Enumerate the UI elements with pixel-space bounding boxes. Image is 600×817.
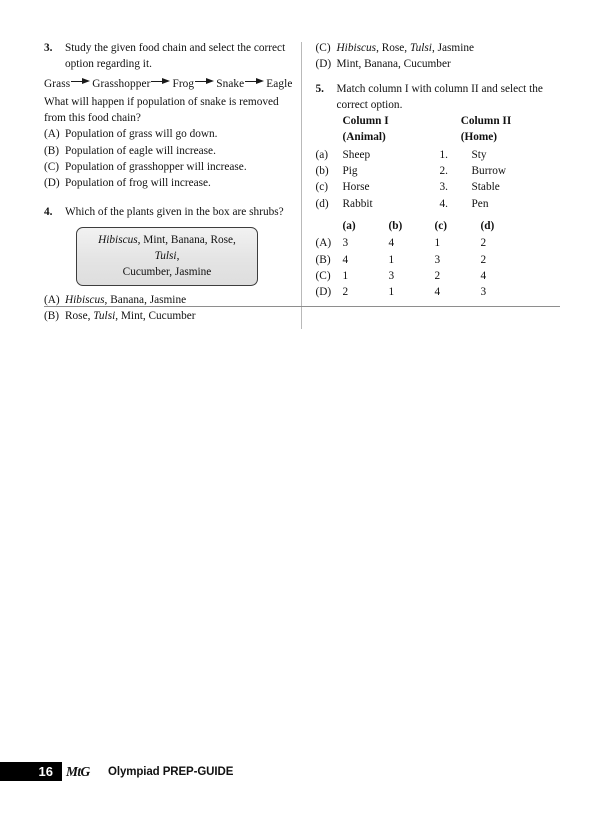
question-5 xyxy=(316,81,566,301)
question-3-option-a[interactable] xyxy=(44,126,293,142)
option-tag: (D) xyxy=(44,177,60,190)
food-chain-item-eagle: Eagle xyxy=(266,77,293,90)
right-column xyxy=(302,40,566,304)
food-chain-item-frog: Frog xyxy=(172,77,195,90)
question-4-option-b[interactable] xyxy=(44,308,293,324)
answer-cell: 3 xyxy=(388,269,395,282)
match-table-rows xyxy=(316,147,566,212)
answer-cell: 4 xyxy=(480,269,487,282)
option-text: Population of grasshopper will increase. xyxy=(65,161,247,174)
match-row-animal: Horse xyxy=(342,181,370,194)
answer-option-grid xyxy=(316,218,566,300)
match-row-home: Sty xyxy=(471,148,487,161)
column-ii-title: Column II xyxy=(460,115,512,128)
match-row-home: Stable xyxy=(471,181,500,194)
answer-grid-col-b: (b) xyxy=(388,219,403,232)
answer-cell: 2 xyxy=(434,269,441,282)
question-4-stem xyxy=(44,204,293,220)
option-tag: (C) xyxy=(315,42,331,54)
question-3-option-c[interactable] xyxy=(44,159,293,175)
match-row-home: Pen xyxy=(471,197,489,210)
option-text: , Mint, Cucumber xyxy=(115,310,196,323)
table-row xyxy=(316,147,566,163)
match-row-number: 4. xyxy=(439,197,448,210)
food-chain-item-grass: Grass xyxy=(44,77,71,90)
answer-cell: 4 xyxy=(434,286,441,299)
option-text-mid: , Rose, xyxy=(376,42,410,54)
food-chain-item-snake: Snake xyxy=(216,77,245,90)
plant-hibiscus: Hibiscus xyxy=(98,233,138,246)
option-text: Population of grass will go down. xyxy=(65,128,218,141)
question-3 xyxy=(44,40,293,192)
plant-box-line-1 xyxy=(85,232,249,264)
arrow-right-icon xyxy=(245,78,265,86)
option-text-pre: Rose, xyxy=(65,310,94,323)
question-5-option-d[interactable] xyxy=(316,284,566,300)
page-number-badge: 16 xyxy=(0,762,62,781)
match-row-animal: Rabbit xyxy=(342,197,373,210)
match-row-tag: (c) xyxy=(315,181,329,194)
arrow-right-icon xyxy=(195,78,215,86)
plant-box-line-1-end: , xyxy=(176,249,180,262)
option-tag: (B) xyxy=(315,253,331,266)
question-3-stem xyxy=(44,40,293,73)
mtg-logo: MtG xyxy=(66,764,90,779)
table-row xyxy=(316,179,566,195)
answer-cell: 2 xyxy=(480,253,487,266)
option-italic-term-2: Tulsi xyxy=(409,42,432,54)
answer-cell: 3 xyxy=(480,286,487,299)
table-row xyxy=(316,163,566,179)
content-bottom-rule xyxy=(44,306,560,307)
question-5-option-a[interactable] xyxy=(316,235,566,251)
match-row-home: Burrow xyxy=(471,165,507,178)
option-tag: (D) xyxy=(315,286,332,299)
option-text: Population of eagle will increase. xyxy=(65,144,216,157)
match-row-animal: Pig xyxy=(342,165,358,178)
answer-cell: 2 xyxy=(480,237,487,250)
option-italic-term-1: Hibiscus xyxy=(336,42,377,54)
match-row-number: 1. xyxy=(439,148,448,161)
option-tag: (A) xyxy=(44,293,60,306)
column-ii-subtitle: (Home) xyxy=(460,131,498,144)
answer-cell: 1 xyxy=(342,269,349,282)
option-tag: (A) xyxy=(315,237,332,250)
option-tag: (B) xyxy=(44,144,60,157)
option-tag: (B) xyxy=(44,310,60,323)
match-row-tag: (b) xyxy=(315,165,329,178)
column-i-title: Column I xyxy=(342,115,389,128)
question-4-option-d[interactable] xyxy=(316,56,566,72)
answer-cell: 1 xyxy=(388,286,395,299)
answer-cell: 4 xyxy=(342,253,349,266)
answer-grid-col-d: (d) xyxy=(480,219,495,232)
content-area xyxy=(44,40,560,323)
answer-grid-col-a: (a) xyxy=(342,219,356,232)
answer-cell: 3 xyxy=(434,253,441,266)
arrow-right-icon xyxy=(71,78,91,86)
answer-cell: 1 xyxy=(388,253,395,266)
page-footer xyxy=(0,762,600,784)
question-5-number: 5. xyxy=(315,82,324,95)
question-5-option-c[interactable] xyxy=(316,268,566,284)
match-row-number: 2. xyxy=(439,165,448,178)
question-3-number: 3. xyxy=(44,42,53,54)
option-italic-term: Hibiscus xyxy=(65,293,105,306)
food-chain-item-grasshopper: Grasshopper xyxy=(92,77,151,90)
match-table-header-titles xyxy=(316,113,566,129)
question-3-stem-text: Study the given food chain and select the correct option regarding it. xyxy=(65,42,286,71)
option-text: , Banana, Jasmine xyxy=(104,293,187,306)
question-4-stem-text: Which of the plants given in the box are shrubs? xyxy=(65,205,284,218)
option-text: , Jasmine xyxy=(431,42,474,54)
question-5-option-b[interactable] xyxy=(316,252,566,268)
option-tag: (C) xyxy=(315,269,331,282)
option-tag: (A) xyxy=(44,128,60,141)
column-i-subtitle: (Animal) xyxy=(342,131,386,144)
answer-cell: 3 xyxy=(342,237,349,250)
option-text: Population of frog will increase. xyxy=(65,177,211,190)
plant-tulsi: Tulsi xyxy=(154,249,177,262)
footer-book-title: Olympiad PREP-GUIDE xyxy=(108,766,234,778)
food-chain-diagram xyxy=(44,76,293,92)
answer-cell: 1 xyxy=(434,237,441,250)
plant-list-box xyxy=(76,227,258,286)
option-text: Mint, Banana, Cucumber xyxy=(336,58,451,71)
question-5-stem-text: Match column I with column II and select the correct option. xyxy=(336,82,543,111)
match-table-header-subtitles xyxy=(316,129,566,145)
answer-cell: 2 xyxy=(342,286,349,299)
match-row-tag: (d) xyxy=(315,197,329,210)
question-5-stem xyxy=(316,81,566,114)
question-3-option-d[interactable] xyxy=(44,175,293,191)
answer-grid-col-c: (c) xyxy=(434,219,448,232)
answer-cell: 4 xyxy=(388,237,395,250)
plant-box-line-2: Cucumber, Jasmine xyxy=(122,265,212,278)
option-tag: (D) xyxy=(315,58,332,71)
table-row xyxy=(316,196,566,212)
two-column-layout xyxy=(44,40,560,329)
question-4-number: 4. xyxy=(44,205,53,218)
option-italic-term: Tulsi xyxy=(93,310,116,323)
plant-box-line-1-mid: , Mint, Banana, Rose, xyxy=(137,233,236,246)
question-3-option-b[interactable] xyxy=(44,143,293,159)
arrow-right-icon xyxy=(151,78,171,86)
option-tag: (C) xyxy=(44,161,60,174)
question-3-sub-question: What will happen if population of snake is removed from this food chain? xyxy=(44,95,279,125)
question-gap xyxy=(44,196,293,204)
match-row-tag: (a) xyxy=(315,148,329,161)
question-4-option-c[interactable] xyxy=(316,40,566,56)
match-row-number: 3. xyxy=(439,181,448,194)
match-row-animal: Sheep xyxy=(342,148,371,161)
question-gap xyxy=(316,73,566,81)
left-column xyxy=(44,40,301,329)
answer-grid-header xyxy=(316,218,566,234)
